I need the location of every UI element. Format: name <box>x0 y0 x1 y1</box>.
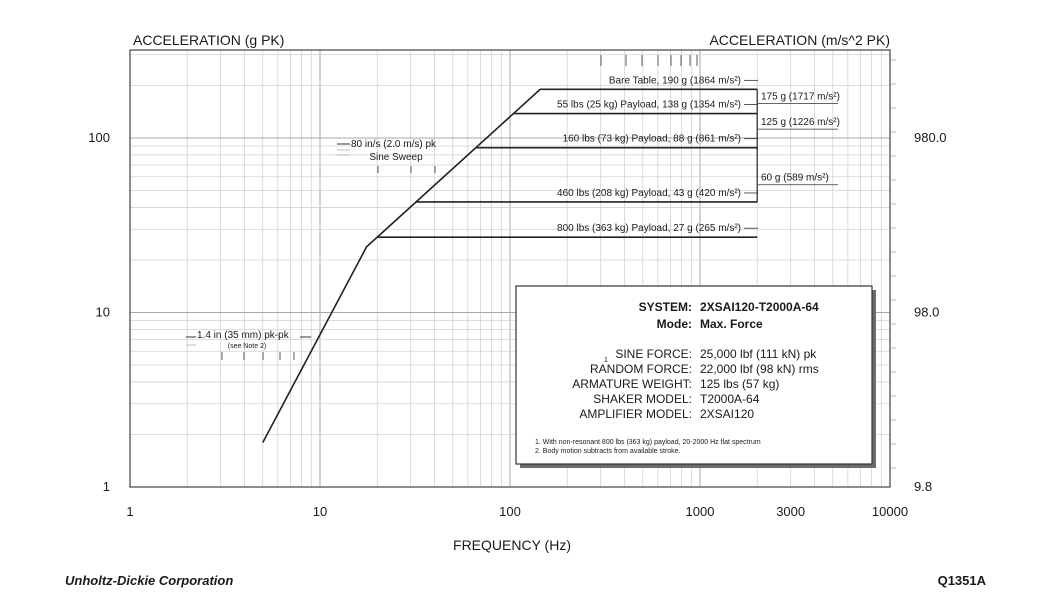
info-value: T2000A-64 <box>700 392 760 406</box>
info-note-1: 1. With non-resonant 800 lbs (363 kg) payload, 20-2000 Hz flat spectrum <box>535 439 761 446</box>
x-tick-labels <box>126 504 908 519</box>
company-name: Unholtz-Dickie Corporation <box>65 573 234 588</box>
y-tick-labels-left <box>88 130 110 494</box>
y-tick-label-right: 980.0 <box>914 130 947 145</box>
info-key: SHAKER MODEL: <box>593 392 692 406</box>
info-key: ARMATURE WEIGHT: <box>572 377 692 391</box>
right-edge-ticks <box>890 60 896 468</box>
plateau-label: 800 lbs (363 kg) Payload, 27 g (265 m/s²) <box>557 223 741 235</box>
y-tick-label-right: 9.8 <box>914 479 933 494</box>
info-key: AMPLIFIER MODEL: <box>579 407 692 421</box>
info-key: SINE FORCE: <box>615 347 692 361</box>
x-tick-label: 1000 <box>685 504 715 519</box>
y-tick-labels-right <box>914 130 947 494</box>
info-value: 2XSAI120-T2000A-64 <box>700 300 819 314</box>
info-key: Mode: <box>656 317 692 331</box>
plateau-label: 160 lbs (73 kg) Payload, 88 g (861 m/s²) <box>562 133 741 145</box>
y-tick-label-left: 100 <box>88 130 110 145</box>
velocity-label-line1: 80 in/s (2.0 m/s) pk <box>351 139 437 150</box>
y-tick-label-right: 98.0 <box>914 304 940 320</box>
displacement-annotation <box>186 330 311 360</box>
displacement-note-ref: (see Note 2) <box>227 343 267 350</box>
info-note-2: 2. Body motion subtracts from available stroke. <box>535 448 681 455</box>
x-tick-label: 100 <box>499 504 521 519</box>
random-level-label: 125 g (1226 m/s²) <box>761 117 840 129</box>
y-axis-right-title: ACCELERATION (m/s^2 PK) <box>709 32 890 48</box>
random-force-footnote-mark: 1 <box>604 357 608 364</box>
system-info-box <box>516 286 876 468</box>
random-level-label: 60 g (589 m/s²) <box>761 172 829 184</box>
info-value: Max. Force <box>700 317 763 331</box>
x-tick-label: 3000 <box>776 504 806 519</box>
velocity-label-line2: Sine Sweep <box>369 152 423 163</box>
plateau-label: Bare Table, 190 g (1864 m/s²) <box>608 75 741 87</box>
y-tick-label-left: 1 <box>102 479 110 494</box>
info-key: SYSTEM: <box>638 300 692 314</box>
velocity-annotation <box>337 139 437 173</box>
info-key: RANDOM FORCE: <box>590 362 692 376</box>
info-value: 2XSAI120 <box>700 407 755 421</box>
info-value: 22,000 lbf (98 kN) rms <box>700 362 819 376</box>
sweep-ticks <box>601 55 697 66</box>
y-axis-left-title: ACCELERATION (g PK) <box>133 32 285 48</box>
x-axis-title: FREQUENCY (Hz) <box>453 537 571 553</box>
info-value: 25,000 lbf (111 kN) pk <box>700 347 817 361</box>
x-tick-label: 1 <box>126 504 134 519</box>
info-value: 125 lbs (57 kg) <box>700 377 780 391</box>
figure-code: Q1351A <box>937 573 986 588</box>
random-level-label: 175 g (1717 m/s²) <box>761 91 840 103</box>
displacement-label: 1.4 in (35 mm) pk-pk <box>197 330 289 341</box>
x-tick-label: 10000 <box>871 504 909 519</box>
plateau-label: 460 lbs (208 kg) Payload, 43 g (420 m/s²) <box>557 187 741 199</box>
y-tick-label-left: 10 <box>95 304 110 320</box>
x-tick-label: 10 <box>312 504 328 519</box>
plateau-label: 55 lbs (25 kg) Payload, 138 g (1354 m/s²) <box>557 99 741 111</box>
